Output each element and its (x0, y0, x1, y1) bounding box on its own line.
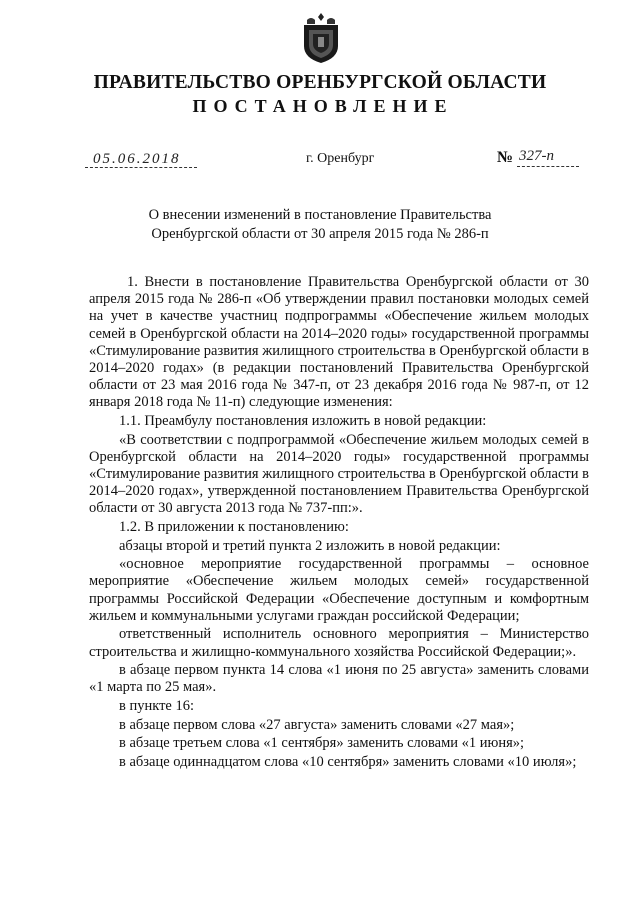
decree-date: 05.06.2018 (93, 151, 181, 167)
date-underline (85, 167, 197, 168)
body-paragraph: в абзаце первом слова «27 августа» заменить словами «27 мая»; (119, 716, 515, 733)
decree-subject (0, 206, 640, 244)
government-title: ПРАВИТЕЛЬСТВО ОРЕНБУРГСКОЙ ОБЛАСТИ (93, 72, 547, 93)
body-paragraph: 1. Внести в постановление Правительства Оренбургской области от 30 апреля 2015 года № 286-п «Об утверждении правил постановки молодых семей на учет в качестве участниц подпрограммы «Обеспечение жильем молодых семей в Оренбургской области на 2014–2020 годы» государственной программы «Стимулирование развития жилищного строительства в Оренбургской области в 2014–2020 годах» (в редакции постановлений Правительства Оренбургской области от 23 мая 2016 года № 347-п, от 23 декабря 2016 года № 987-п, от 12 января 2018 года № 11-п) следующие изменения: (89, 274, 589, 411)
body-paragraph: 1.2. В приложении к постановлению: (119, 519, 349, 536)
body-paragraph: абзацы второй и третий пункта 2 изложить в новой редакции: (119, 537, 501, 554)
number-underline (517, 166, 579, 167)
document-type: ПОСТАНОВЛЕНИЕ (192, 96, 454, 116)
coat-of-arms-icon (301, 12, 341, 64)
subject-line: О внесении изменений в постановление Правительства (148, 207, 492, 223)
body-paragraph: «В соответствии с подпрограммой «Обеспечение жильем молодых семей в Оренбургской области на 2014–2020 годы» государственной программы «Стимулирование развития жилищного строительства в Оренбургской области в 2014–2020 годах», утвержденной постановлением Правительства Оренбургской области от 30 августа 2013 года № 737-пп:». (89, 431, 589, 517)
subject-line: Оренбургской области от 30 апреля 2015 года № 286-п (151, 226, 489, 242)
body-paragraph: в абзаце третьем слова «1 сентября» заменить словами «1 июня»; (119, 735, 525, 752)
body-paragraph: ответственный исполнитель основного мероприятия – Министерство строительства и жилищно-коммунального хозяйства Российской Федерации;». (89, 626, 589, 660)
body-paragraph: в пункте 16: (119, 698, 195, 714)
body-paragraph: в абзаце одиннадцатом слова «10 сентября» заменить словами «10 июля»; (119, 753, 577, 770)
body-paragraph: «основное мероприятие государственной программы – основное мероприятие «Обеспечение жильем молодых семей» государственной программы Российской Федерации «Обеспечение доступным и комфортным жильем и коммунальными услугами граждан российской Федерации; (89, 556, 589, 624)
body-paragraph: 1.1. Преамбулу постановления изложить в новой редакции: (119, 413, 487, 430)
decree-city: г. Оренбург (306, 151, 375, 166)
body-paragraph: в абзаце первом пункта 14 слова «1 июня по 25 августа» заменить словами «1 марта по 25 мая». (89, 662, 589, 696)
decree-body (89, 274, 589, 771)
decree-number: 327-п (519, 148, 554, 164)
number-label: № (497, 149, 514, 166)
